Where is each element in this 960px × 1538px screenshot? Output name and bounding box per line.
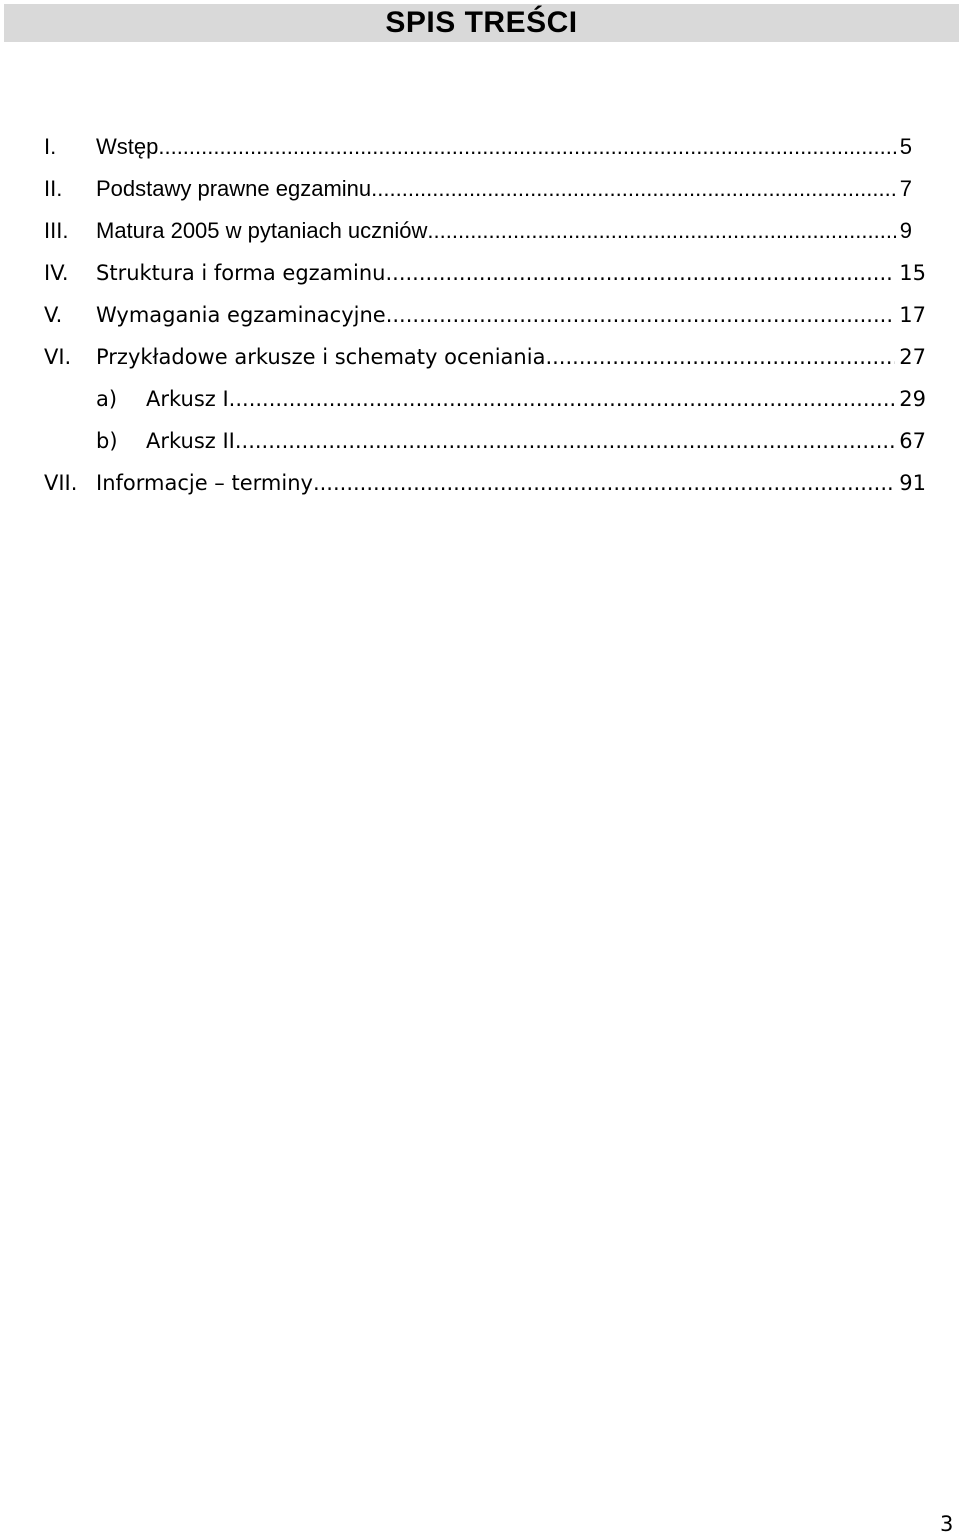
- toc-leader-dots: [313, 471, 895, 495]
- toc-entry-page: 9: [899, 218, 912, 243]
- toc-entry-page: 17: [899, 303, 926, 327]
- toc-entry-label: Wstęp: [96, 134, 159, 159]
- toc-entry-page: 91: [899, 471, 926, 495]
- toc-entry-number: V.: [44, 303, 63, 327]
- toc-entry-label: Informacje – terminy: [96, 471, 313, 495]
- page-number: 3: [940, 1512, 954, 1536]
- toc-entry-number: IV.: [44, 261, 69, 285]
- page-title: SPIS TREŚCI: [385, 6, 578, 39]
- toc-entry-number: VI.: [44, 345, 72, 369]
- toc-entry-label: Matura 2005 w pytaniach uczniów: [96, 218, 428, 243]
- toc-entry-page: 27: [899, 345, 926, 369]
- toc-leader-dots: [385, 261, 895, 285]
- toc-entry-page: 29: [899, 387, 926, 411]
- toc-entry-number: a): [96, 387, 118, 411]
- toc-leader-dots: [229, 387, 896, 411]
- toc-leader-dots: [235, 429, 895, 453]
- toc-entry-page: 67: [899, 429, 926, 453]
- toc-leader-dots: [158, 134, 895, 160]
- toc-entry-label: Wymagania egzaminacyjne: [96, 303, 386, 327]
- toc-entry-number: b): [96, 429, 118, 453]
- toc-entry-page: 15: [899, 261, 926, 285]
- toc-leader-dots: [371, 176, 896, 202]
- toc-leader-dots: [545, 345, 895, 369]
- toc-entry-page: 7: [899, 176, 912, 201]
- toc-entry-number: I.: [44, 134, 57, 159]
- toc-entry-label: Arkusz I: [146, 387, 229, 411]
- toc-entry-page: 5: [899, 134, 912, 159]
- toc-leader-dots: [386, 303, 896, 327]
- title-bar: [4, 4, 959, 42]
- toc-entry-number: VII.: [44, 471, 78, 495]
- toc-entry-label: Arkusz II: [146, 429, 235, 453]
- toc-entry-label: Przykładowe arkusze i schematy oceniania: [96, 345, 546, 369]
- toc-leader-dots: [427, 218, 895, 244]
- toc-entry-label: Struktura i forma egzaminu: [96, 261, 386, 285]
- toc-entry-number: III.: [44, 218, 69, 243]
- toc-entry-number: II.: [44, 176, 63, 201]
- toc-entry-label: Podstawy prawne egzaminu: [96, 176, 372, 201]
